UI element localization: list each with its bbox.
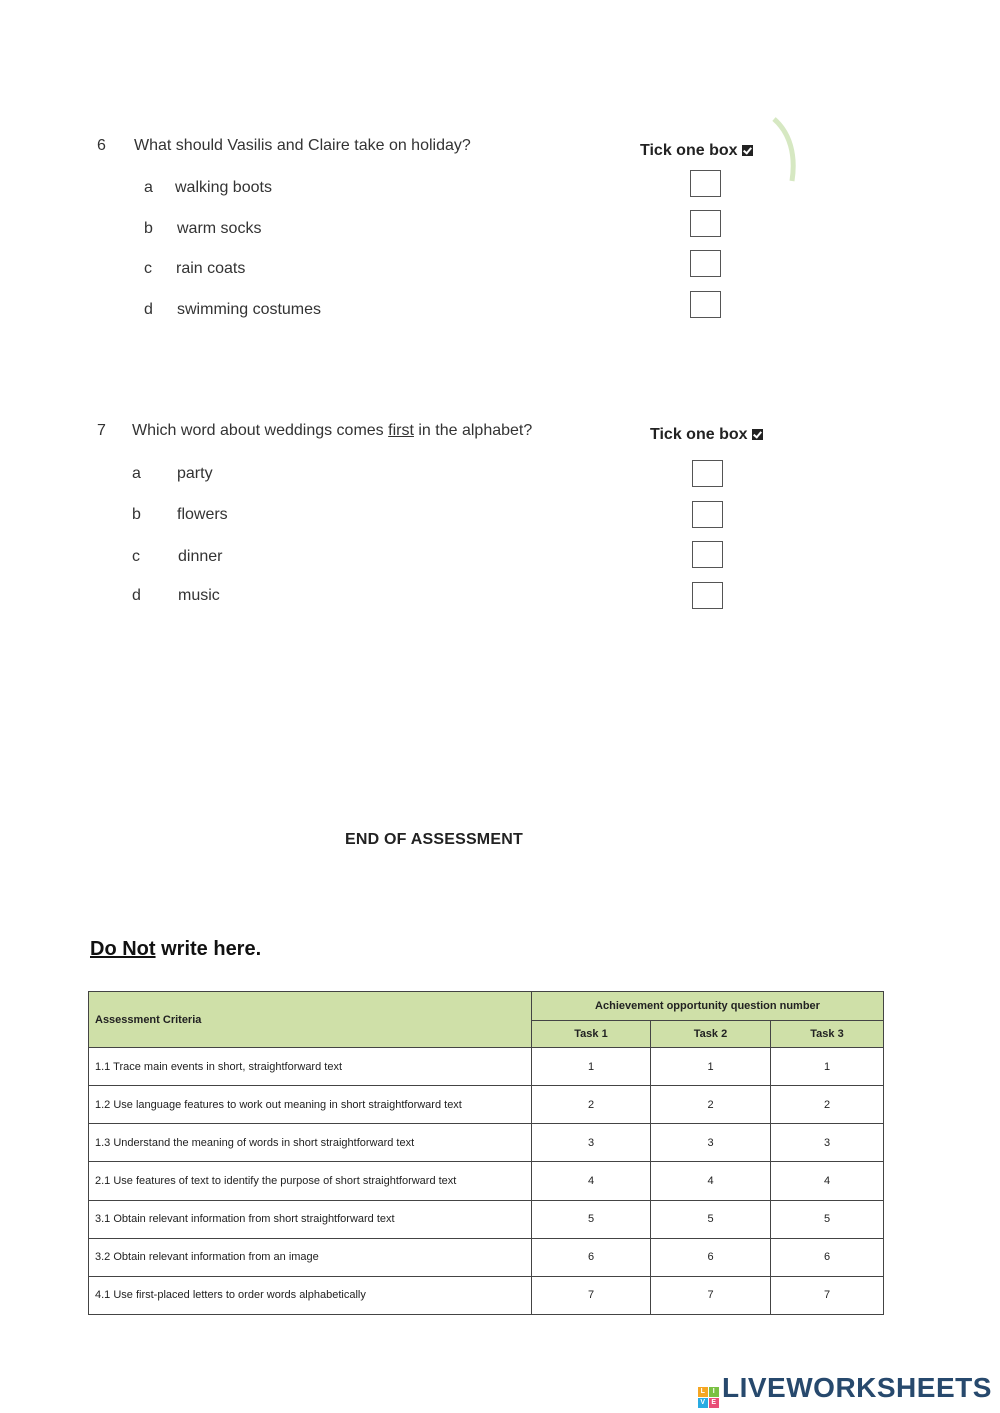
table-row [89,1124,884,1162]
q6-option-b-checkbox[interactable] [690,210,721,237]
question-6-number: 6 [97,137,106,154]
criterion-cell: 3.1 Obtain relevant information from short straightforward text [89,1200,532,1238]
end-of-assessment-heading: END OF ASSESSMENT [345,831,523,848]
table-row [89,1200,884,1238]
decorative-curve [770,115,800,185]
checkbox-tick-icon [752,429,763,440]
task-2-cell: 1 [651,1048,771,1086]
liveworksheets-logo[interactable] [698,1372,992,1408]
liveworksheets-text: LIVEWORKSHEETS [722,1372,992,1403]
task-3-cell: 5 [771,1200,884,1238]
criterion-cell: 3.2 Obtain relevant information from an image [89,1238,532,1276]
question-7-text: Which word about weddings comes first in the alphabet? [132,422,533,439]
criterion-cell: 1.2 Use language features to work out meaning in short straightforward text [89,1086,532,1124]
q7-option-a-letter: a [132,465,141,482]
question-7-number: 7 [97,422,106,439]
table-row [89,1276,884,1314]
checkbox-tick-icon [742,145,753,156]
q6-option-c-text: rain coats [176,260,246,277]
task-2-header: Task 2 [651,1021,771,1048]
q6-option-a-text: walking boots [175,179,272,196]
task-1-cell: 3 [532,1124,651,1162]
task-1-cell: 5 [532,1200,651,1238]
criterion-cell: 1.1 Trace main events in short, straightforward text [89,1048,532,1086]
criterion-cell: 2.1 Use features of text to identify the purpose of short straightforward text [89,1162,532,1200]
criterion-cell: 1.3 Understand the meaning of words in short straightforward text [89,1124,532,1162]
assessment-criteria-table [88,991,884,1315]
q6-option-d-checkbox[interactable] [690,291,721,318]
q7-option-b-checkbox[interactable] [692,501,723,528]
task-3-header: Task 3 [771,1021,884,1048]
task-3-cell: 3 [771,1124,884,1162]
task-3-cell: 7 [771,1276,884,1314]
criterion-cell: 4.1 Use first-placed letters to order words alphabetically [89,1276,532,1314]
q7-option-a-text: party [177,465,213,482]
q7-option-b-text: flowers [177,506,228,523]
liveworksheets-mark-icon: L I V E [698,1387,719,1408]
q6-option-d-letter: d [144,301,153,318]
table-row [89,1238,884,1276]
task-2-cell: 5 [651,1200,771,1238]
q6-option-a-letter: a [144,179,153,196]
q6-option-d-text: swimming costumes [177,301,322,318]
task-3-cell: 4 [771,1162,884,1200]
q7-option-c-checkbox[interactable] [692,541,723,568]
q6-option-c-checkbox[interactable] [690,250,721,277]
task-2-cell: 6 [651,1238,771,1276]
q6-option-b-letter: b [144,220,153,237]
q7-option-d-checkbox[interactable] [692,582,723,609]
task-2-cell: 2 [651,1086,771,1124]
task-1-header: Task 1 [532,1021,651,1048]
task-2-cell: 7 [651,1276,771,1314]
q7-option-b-letter: b [132,506,141,523]
question-7-tick-label: Tick one box [650,426,763,444]
task-1-cell: 7 [532,1276,651,1314]
question-6-text: What should Vasilis and Claire take on holiday? [134,137,471,154]
table-row [89,1086,884,1124]
q7-option-d-text: music [178,587,220,604]
task-1-cell: 4 [532,1162,651,1200]
q7-option-a-checkbox[interactable] [692,460,723,487]
q6-option-c-letter: c [144,260,152,277]
do-not-write-note: Do Not write here. [90,938,262,960]
task-1-cell: 1 [532,1048,651,1086]
table-row [89,1048,884,1086]
task-3-cell: 2 [771,1086,884,1124]
question-6-tick-label: Tick one box [640,142,753,160]
table-row [89,1162,884,1200]
task-2-cell: 4 [651,1162,771,1200]
criteria-header: Assessment Criteria [89,992,532,1048]
q6-option-a-checkbox[interactable] [690,170,721,197]
task-1-cell: 6 [532,1238,651,1276]
q7-option-c-letter: c [132,548,140,565]
task-1-cell: 2 [532,1086,651,1124]
task-2-cell: 3 [651,1124,771,1162]
task-3-cell: 6 [771,1238,884,1276]
q6-option-b-text: warm socks [177,220,262,237]
q7-option-d-letter: d [132,587,141,604]
task-3-cell: 1 [771,1048,884,1086]
achievement-header: Achievement opportunity question number [532,992,884,1021]
q7-option-c-text: dinner [178,548,223,565]
